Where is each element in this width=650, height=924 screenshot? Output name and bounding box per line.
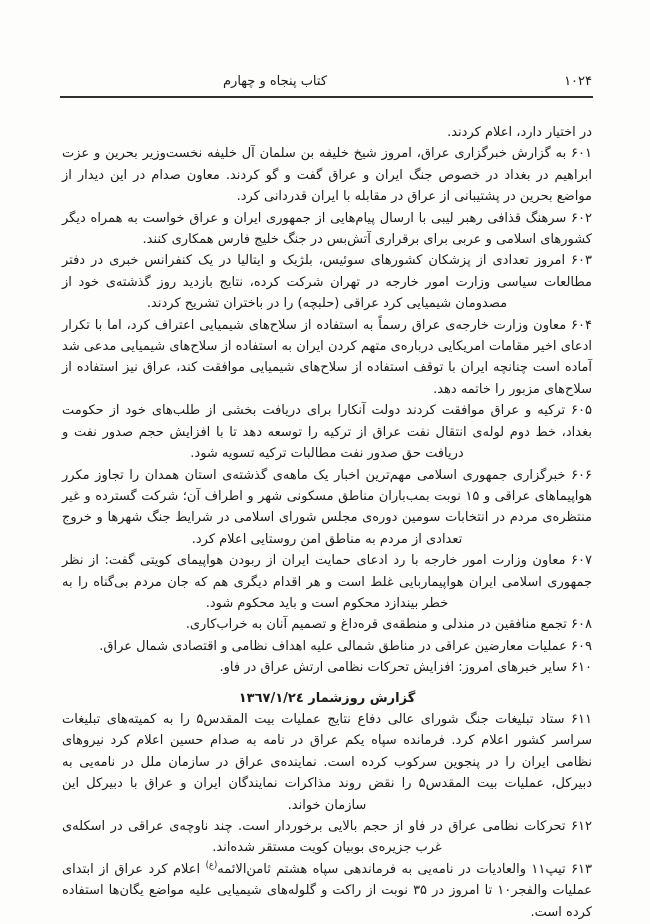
page-header: [0, 0, 650, 99]
entry-number: ۶۰۸: [571, 617, 592, 633]
entry-613: [62, 859, 592, 923]
entry-text: سایر خبرهای امروز: افزایش تحرکات نظامی ارتش عراق در فاو.: [219, 660, 567, 676]
entry-608: [62, 614, 592, 635]
entry-text: خبرگزاری جمهوری اسلامی مهم‌ترین اخبار یک ماهه‌ی گذشته‌ی استان همدان را تجاوز مکرر هواپیماهای عراقی و ۱۵ نوبت بمب‌باران مناطق مسکونی شهر و اطراف آن؛ شرکت گسترده و غیر منتظره‌ی مردم در انتخابات سومین دوره‌ی مجلس شورای اسلامی در شرایط جنگ شهرها و خروج تعدادی از مردم به مناطق امن روستایی اعلام کرد.: [62, 467, 592, 547]
entry-612: [62, 816, 592, 859]
entry-603: [62, 250, 592, 314]
entry-number: ۶۰۲: [571, 210, 592, 226]
entry-605: [62, 400, 592, 464]
entry-number: ۶۱۲: [571, 819, 592, 834]
page-number: ۱۰۲۴: [564, 74, 592, 89]
entry-606: [62, 465, 592, 551]
entry-601: [62, 143, 592, 207]
book-title: کتاب پنجاه و چهارم: [223, 74, 328, 89]
entry-text: اعلام کرد عراق از ابتدای عملیات والفجر۱۰ تا امروز در ۳۵ نوبت از راکت و گلوله‌های شیمیایی علیه مواضع یگان‌ها استفاده کرده است.: [62, 861, 592, 920]
entry-number: ۶۱۰: [571, 660, 592, 676]
entry-number: ۶۱۱: [571, 711, 592, 727]
entry-number: ۶۰۱: [571, 146, 592, 162]
header-rule: [60, 96, 593, 98]
page-body: [62, 122, 592, 923]
entry-610: [62, 657, 592, 678]
paragraph-continuation: در اختیار دارد، اعلام کردند.: [447, 125, 592, 140]
entry-text: تحرکات نظامی عراق در فاو از حجم بالایی برخوردار است. چند ناوچه‌ی عراقی در اسکله‌ی غرب جزیره‌ی بوبیان کویت مستقر شده‌اند.: [62, 819, 566, 856]
entry-611: [62, 709, 592, 816]
entry-number: ۶۰۶: [571, 467, 593, 483]
entry-text: عملیات معارضین عراقی در مناطق شمالی علیه اهداف نظامی و اقتصادی شمال عراق.: [99, 638, 567, 654]
entry-text: به گزارش خبرگزاری عراق، امروز شیخ خلیفه بن سلمان آل خلیفه نخست‌وزیر بحرین و عزت ابراهیم در بغداد در خصوص جنگ ایران و عراق گفت و گو کردند. معاون صدام در این دیدار از مواضع بحرین در پشتیبانی از عراق در مقابله با ایران قدردانی کرد.: [62, 146, 592, 205]
entry-text: تجمع منافقین در مندلی و منطقه‌ی قره‌داغ و تصمیم آنان به خراب‌کاری.: [185, 617, 567, 633]
entry-607: [62, 550, 592, 614]
entry-number: ۶۰۳: [571, 253, 592, 269]
entry-text: معاون وزارت خارجه‌ی عراق رسماً به استفاده از سلاح‌های شیمیایی اعتراف کرد، اما با تکرار ادعای اخیر مقامات امریکایی درباره‌ی متهم کردن ایران به استفاده از سلاح‌های شیمیایی مدعی شد آماده است چنانچه ایران با توقف استفاده از سلاح‌های شیمیایی موافقت کند، عراق نیز استفاده از سلاح‌های مزبور را خاتمه دهد.: [62, 317, 592, 397]
entry-609: [62, 636, 592, 657]
entry-number: ۶۰۷: [571, 553, 592, 569]
entry-text: ستاد تبلیغات جنگ شورای عالی دفاع نتایج عملیات بیت المقدس۵ را به کمیته‌های تبلیغات سراسر کشور اعلام کرد. فرمانده سپاه یکم عراق در نامه به صدام حسین اعلام کرد نیروهای نظامی ایران را در پنجوین سرکوب کرده است. نماینده‌ی عراق در سازمان ملل در نامه‌یی به دبیرکل، عملیات بیت المقدس۵ را نقض روند مذاکرات نمایندگان ایران و عراق با دبیرکل این سازمان خواند.: [62, 711, 592, 813]
section-heading-daily-report: گزارش روزشمار ١٣٦٧/١/٢٤: [238, 690, 416, 706]
entry-number: ۶۰۹: [571, 638, 592, 654]
entry-number: ۶۱۳: [571, 861, 593, 877]
entry-number: ۶۰۴: [571, 317, 592, 333]
entry-number: ۶۰۵: [571, 403, 592, 419]
entry-text: تیپ۱۱ والعادیات در نامه‌یی به فرماندهی سپاه هشتم ثامن‌الائمه: [217, 861, 566, 877]
entry-604: [62, 315, 592, 401]
entry-text: ترکیه و عراق موافقت کردند دولت آنکارا برای دریافت بخشی از طلب‌های خود از حکومت بغداد، خط دوم لوله‌ی انتقال نفت عراق از ترکیه را توسعه دهد تا با افزایش حجم صدور نفت و دریافت حق صدور نفت مطالبات ترکیه تسویه شود.: [62, 403, 592, 462]
entry-text: سرهنگ قذافی رهبر لیبی با ارسال پیام‌هایی از جمهوری ایران و عراق خواست به همراه دیگر کشورهای اسلامی و عربی برای برقراری آتش‌بس در جنگ خلیج فارس همکاری کنند.: [62, 210, 592, 248]
entry-text: امروز تعدادی از پزشکان کشورهای سوئیس، بلژیک و ایتالیا در یک کنفرانس خبری در دفتر مطالعات سیاسی وزارت امور خارجه در تهران شرکت کرده، نتایج بازدید روز گذشته‌ی خود از مصدومان شیمیایی کرد عراقی (حلبچه) را در باختران تشریح کردند.: [62, 253, 592, 312]
entry-text: معاون وزارت امور خارجه با رد ادعای حمایت ایران از ربودن هواپیمای کویتی گفت: از نظر جمهوری اسلامی ایران هواپیماربایی غلط است و هر اقدام دیگری هم که جان مردم بی‌گناه را به خطر بیندازد محکوم است و باید محکوم شود.: [62, 553, 592, 611]
entry-602: [62, 208, 592, 251]
footnote-marker: (ع): [205, 860, 218, 871]
